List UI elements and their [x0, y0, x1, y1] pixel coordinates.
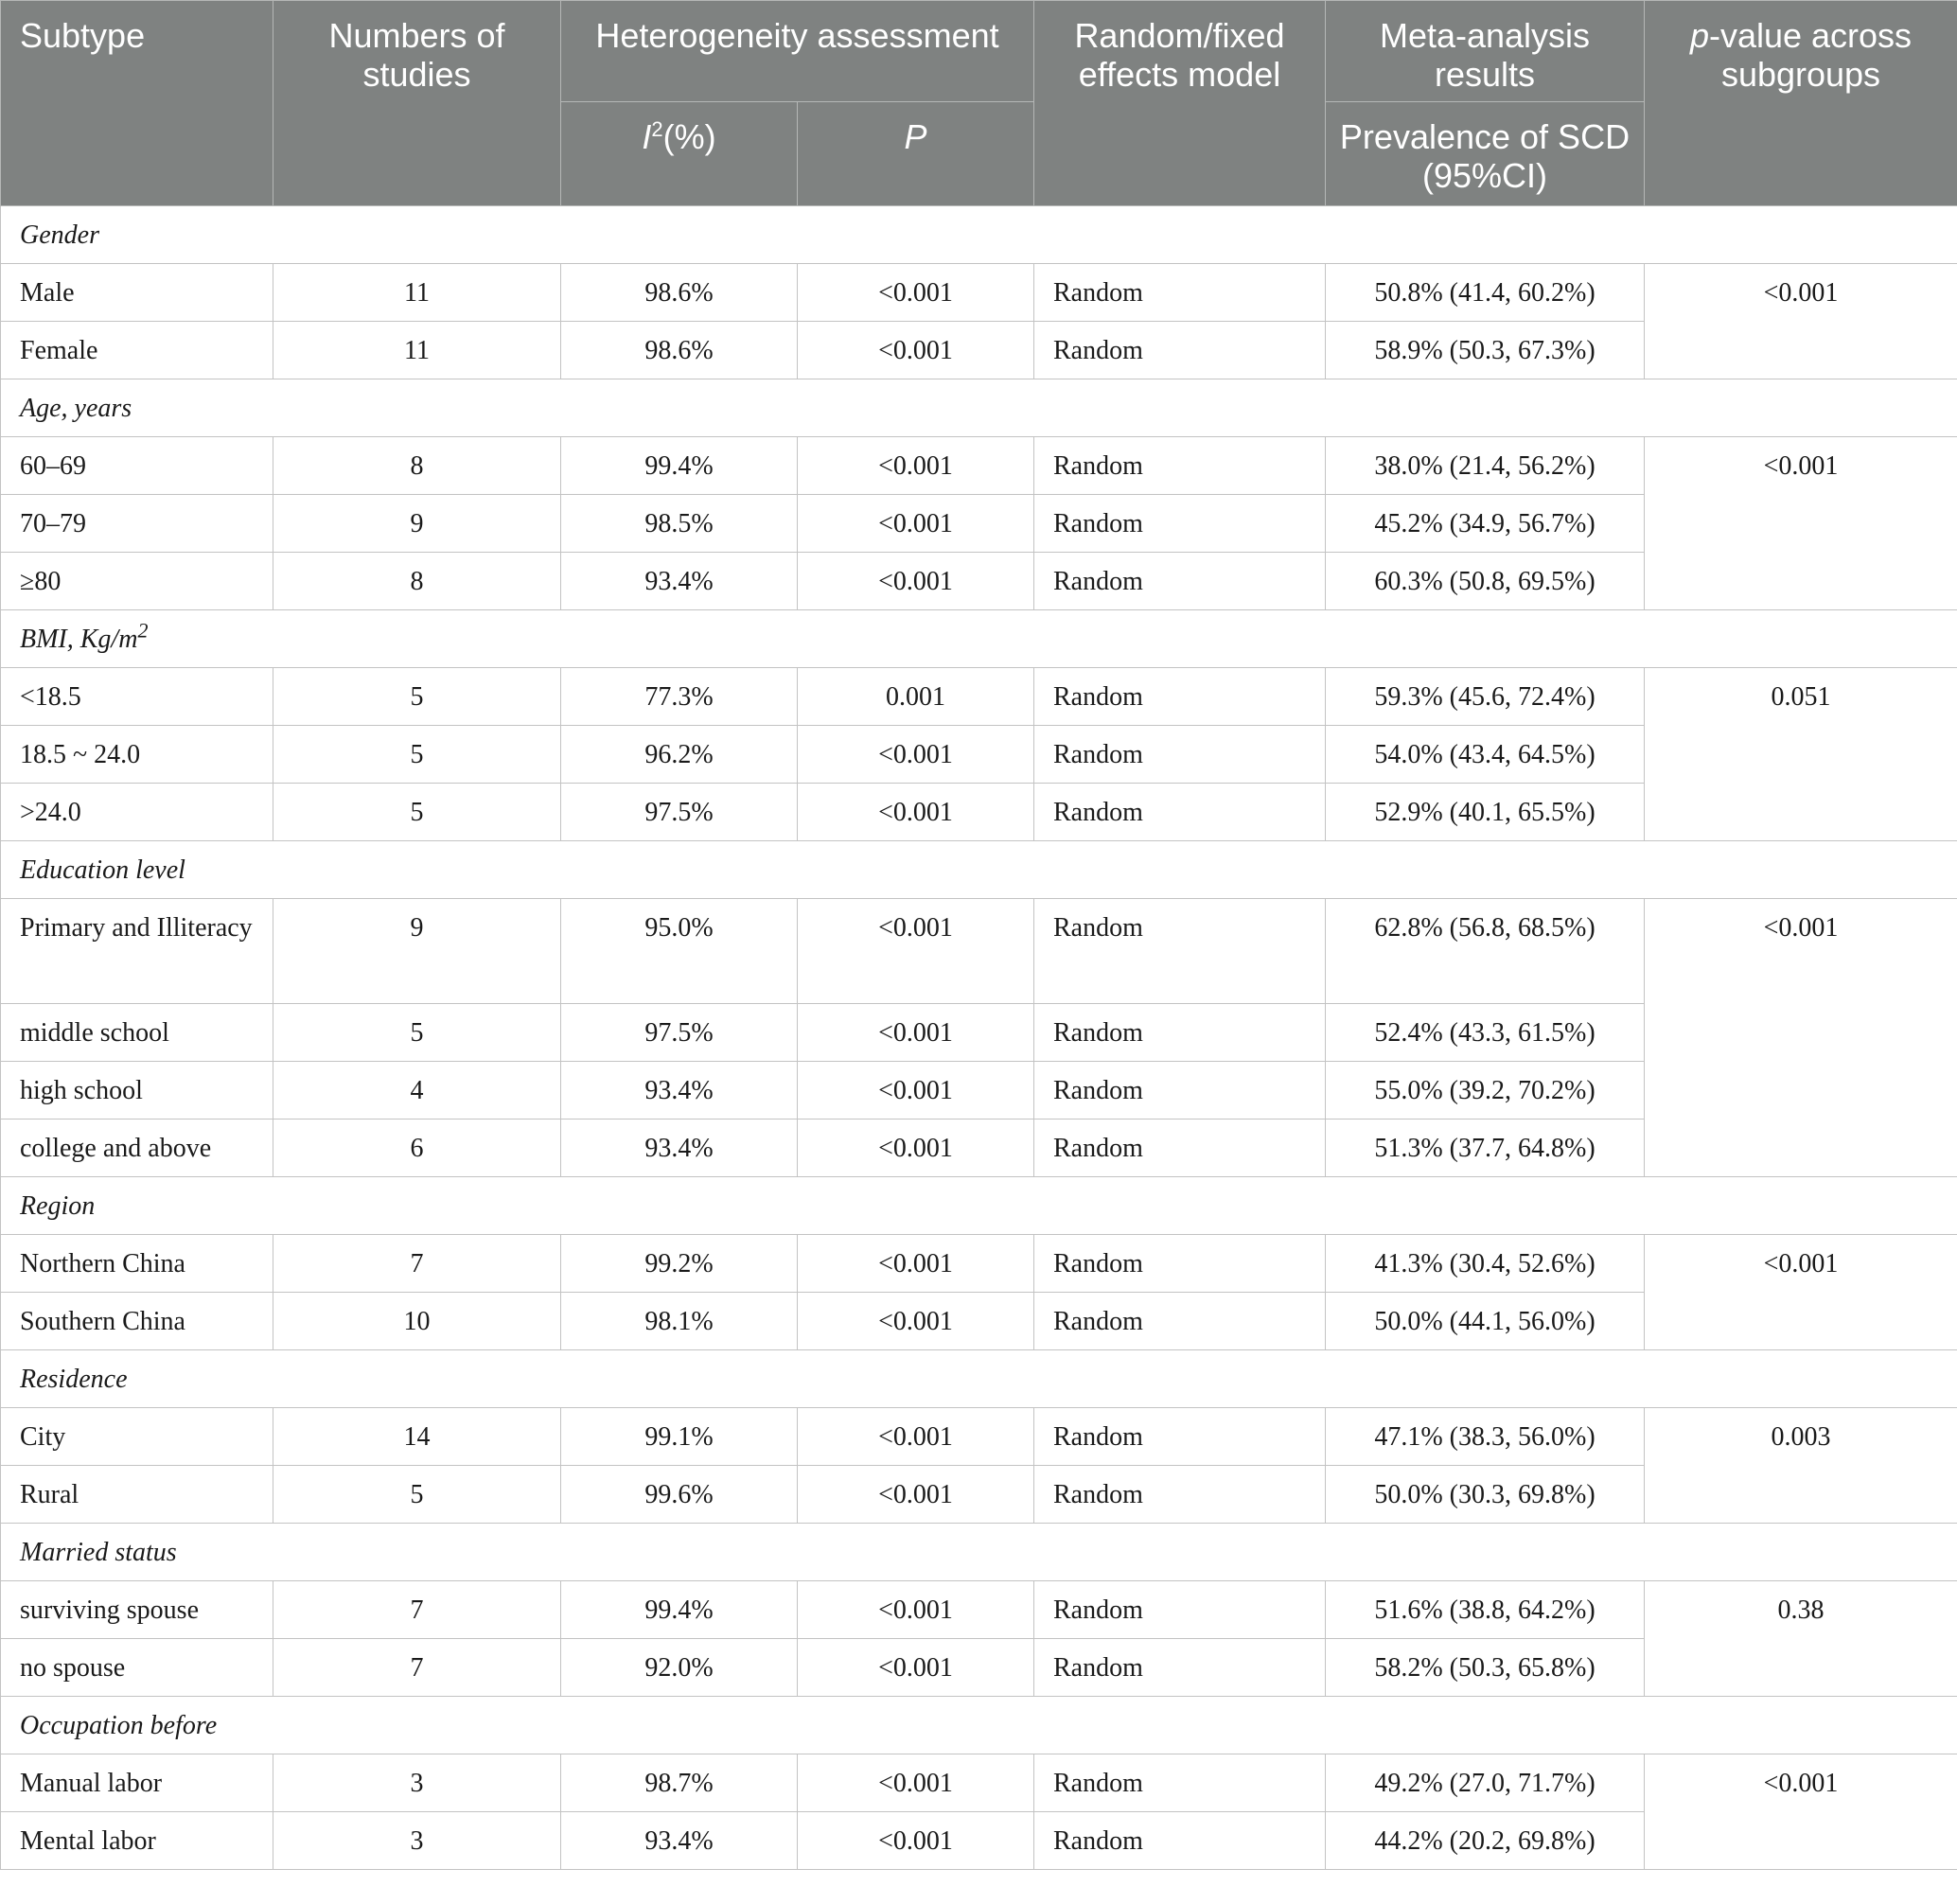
i2-cell: 95.0%	[561, 899, 798, 1004]
header-i2	[561, 102, 798, 206]
category-text: Gender	[20, 220, 99, 250]
i2-cell: 77.3%	[561, 668, 798, 726]
subtype-cell: Manual labor	[1, 1754, 273, 1812]
model-cell: Random	[1034, 1812, 1326, 1870]
category-text: Residence	[20, 1365, 128, 1394]
category-row	[1, 1177, 1957, 1235]
table-row	[1, 668, 1957, 726]
i2-cell: 93.4%	[561, 1119, 798, 1177]
prevalence-cell: 60.3% (50.8, 69.5%)	[1326, 553, 1645, 610]
subgroup-pvalue-cell: 0.051	[1645, 668, 1957, 841]
prevalence-cell: 51.3% (37.7, 64.8%)	[1326, 1119, 1645, 1177]
subtype-cell: surviving spouse	[1, 1581, 273, 1639]
model-cell: Random	[1034, 668, 1326, 726]
p-cell: <0.001	[798, 1408, 1034, 1466]
prevalence-cell: 49.2% (27.0, 71.7%)	[1326, 1754, 1645, 1812]
header-p	[798, 102, 1034, 206]
model-cell: Random	[1034, 726, 1326, 784]
category-row	[1, 610, 1957, 668]
category-label	[1, 1177, 1957, 1235]
header-heterogeneity: Heterogeneity assessment	[561, 1, 1034, 102]
model-cell: Random	[1034, 1581, 1326, 1639]
i2-cell: 96.2%	[561, 726, 798, 784]
prevalence-cell: 47.1% (38.3, 56.0%)	[1326, 1408, 1645, 1466]
studies-cell: 9	[273, 899, 561, 1004]
p-cell: <0.001	[798, 1812, 1034, 1870]
model-cell: Random	[1034, 495, 1326, 553]
category-text: Married status	[20, 1538, 177, 1567]
category-text: BMI, Kg/m	[20, 625, 138, 654]
model-cell: Random	[1034, 899, 1326, 1004]
prevalence-cell: 54.0% (43.4, 64.5%)	[1326, 726, 1645, 784]
model-cell: Random	[1034, 1293, 1326, 1350]
p-cell: <0.001	[798, 553, 1034, 610]
prevalence-cell: 41.3% (30.4, 52.6%)	[1326, 1235, 1645, 1293]
p-cell: <0.001	[798, 1004, 1034, 1062]
i2-cell: 99.4%	[561, 1581, 798, 1639]
studies-cell: 3	[273, 1812, 561, 1870]
studies-cell: 8	[273, 437, 561, 495]
model-cell: Random	[1034, 1754, 1326, 1812]
header-pvalue	[1645, 1, 1957, 206]
p-cell: <0.001	[798, 1581, 1034, 1639]
subtype-cell: no spouse	[1, 1639, 273, 1697]
studies-cell: 14	[273, 1408, 561, 1466]
prevalence-cell: 50.0% (44.1, 56.0%)	[1326, 1293, 1645, 1350]
prevalence-cell: 58.9% (50.3, 67.3%)	[1326, 322, 1645, 379]
p-cell: <0.001	[798, 784, 1034, 841]
category-row	[1, 1697, 1957, 1754]
prevalence-cell: 45.2% (34.9, 56.7%)	[1326, 495, 1645, 553]
p-cell: <0.001	[798, 1466, 1034, 1524]
i2-cell: 98.7%	[561, 1754, 798, 1812]
prevalence-cell: 55.0% (39.2, 70.2%)	[1326, 1062, 1645, 1119]
i2-cell: 97.5%	[561, 1004, 798, 1062]
prevalence-cell: 50.8% (41.4, 60.2%)	[1326, 264, 1645, 322]
i2-cell: 99.6%	[561, 1466, 798, 1524]
model-cell: Random	[1034, 1408, 1326, 1466]
subtype-cell: <18.5	[1, 668, 273, 726]
category-label	[1, 1524, 1957, 1581]
table-row	[1, 437, 1957, 495]
model-cell: Random	[1034, 553, 1326, 610]
subtype-cell: 70–79	[1, 495, 273, 553]
category-text: Occupation before	[20, 1711, 218, 1740]
p-cell: <0.001	[798, 437, 1034, 495]
subtype-cell: Primary and Illiteracy	[1, 899, 273, 1004]
category-row	[1, 206, 1957, 264]
studies-cell: 7	[273, 1639, 561, 1697]
studies-cell: 7	[273, 1235, 561, 1293]
prevalence-cell: 38.0% (21.4, 56.2%)	[1326, 437, 1645, 495]
subgroup-pvalue-cell: <0.001	[1645, 1754, 1957, 1870]
model-cell: Random	[1034, 1235, 1326, 1293]
studies-cell: 4	[273, 1062, 561, 1119]
header-i2-suffix: (%)	[662, 117, 716, 156]
p-cell: <0.001	[798, 322, 1034, 379]
subtype-cell: Male	[1, 264, 273, 322]
subgroup-pvalue-cell: <0.001	[1645, 437, 1957, 610]
table-row	[1, 264, 1957, 322]
studies-cell: 3	[273, 1754, 561, 1812]
prevalence-cell: 59.3% (45.6, 72.4%)	[1326, 668, 1645, 726]
studies-cell: 11	[273, 322, 561, 379]
prevalence-cell: 44.2% (20.2, 69.8%)	[1326, 1812, 1645, 1870]
subtype-cell: college and above	[1, 1119, 273, 1177]
studies-cell: 10	[273, 1293, 561, 1350]
studies-cell: 7	[273, 1581, 561, 1639]
model-cell: Random	[1034, 1062, 1326, 1119]
category-superscript: 2	[137, 618, 149, 643]
i2-cell: 97.5%	[561, 784, 798, 841]
subtype-cell: 60–69	[1, 437, 273, 495]
p-cell: <0.001	[798, 1235, 1034, 1293]
subgroup-pvalue-cell: <0.001	[1645, 264, 1957, 379]
table-row	[1, 1408, 1957, 1466]
i2-cell: 98.6%	[561, 264, 798, 322]
header-subtype: Subtype	[1, 1, 273, 206]
model-cell: Random	[1034, 1004, 1326, 1062]
category-label	[1, 1697, 1957, 1754]
subtype-cell: City	[1, 1408, 273, 1466]
studies-cell: 5	[273, 668, 561, 726]
table-body	[1, 206, 1957, 1870]
studies-cell: 5	[273, 1466, 561, 1524]
studies-cell: 5	[273, 784, 561, 841]
p-cell: <0.001	[798, 1062, 1034, 1119]
category-label	[1, 379, 1957, 437]
model-cell: Random	[1034, 437, 1326, 495]
header-pvalue-italic: p	[1689, 16, 1709, 55]
header-numbers-of-studies: Numbers of studies	[273, 1, 561, 206]
subtype-cell: Rural	[1, 1466, 273, 1524]
p-cell: <0.001	[798, 899, 1034, 1004]
studies-cell: 5	[273, 1004, 561, 1062]
subgroup-pvalue-cell: <0.001	[1645, 1235, 1957, 1350]
subtype-cell: ≥80	[1, 553, 273, 610]
category-label	[1, 841, 1957, 899]
subtype-cell: >24.0	[1, 784, 273, 841]
subgroup-pvalue-cell: 0.003	[1645, 1408, 1957, 1524]
subtype-cell: 18.5 ~ 24.0	[1, 726, 273, 784]
subtype-cell: middle school	[1, 1004, 273, 1062]
category-label	[1, 1350, 1957, 1408]
model-cell: Random	[1034, 1639, 1326, 1697]
p-cell: <0.001	[798, 1754, 1034, 1812]
i2-cell: 98.1%	[561, 1293, 798, 1350]
model-cell: Random	[1034, 784, 1326, 841]
subtype-cell: Female	[1, 322, 273, 379]
category-text: Age, years	[20, 394, 132, 423]
prevalence-cell: 52.4% (43.3, 61.5%)	[1326, 1004, 1645, 1062]
subgroup-pvalue-cell: <0.001	[1645, 899, 1957, 1177]
category-row	[1, 1524, 1957, 1581]
p-cell: <0.001	[798, 264, 1034, 322]
header-model: Random/fixed effects model	[1034, 1, 1326, 206]
category-row	[1, 379, 1957, 437]
table-header	[1, 1, 1957, 206]
model-cell: Random	[1034, 322, 1326, 379]
subtype-cell: high school	[1, 1062, 273, 1119]
subtype-cell: Northern China	[1, 1235, 273, 1293]
table-row	[1, 1235, 1957, 1293]
category-label	[1, 610, 1957, 668]
i2-cell: 99.4%	[561, 437, 798, 495]
table-row	[1, 1754, 1957, 1812]
i2-cell: 99.1%	[561, 1408, 798, 1466]
p-cell: <0.001	[798, 1293, 1034, 1350]
prevalence-cell: 62.8% (56.8, 68.5%)	[1326, 899, 1645, 1004]
p-cell: 0.001	[798, 668, 1034, 726]
studies-cell: 11	[273, 264, 561, 322]
i2-cell: 99.2%	[561, 1235, 798, 1293]
studies-cell: 9	[273, 495, 561, 553]
p-cell: <0.001	[798, 726, 1034, 784]
category-label	[1, 206, 1957, 264]
studies-cell: 8	[273, 553, 561, 610]
i2-cell: 93.4%	[561, 553, 798, 610]
header-i2-sup: 2	[651, 117, 663, 141]
header-prevalence: Prevalence of SCD (95%CI)	[1326, 102, 1645, 206]
p-cell: <0.001	[798, 1639, 1034, 1697]
header-i2-letter: I	[642, 117, 652, 156]
i2-cell: 98.5%	[561, 495, 798, 553]
prevalence-cell: 50.0% (30.3, 69.8%)	[1326, 1466, 1645, 1524]
subtype-cell: Mental labor	[1, 1812, 273, 1870]
category-text: Education level	[20, 855, 185, 885]
table-row	[1, 1581, 1957, 1639]
model-cell: Random	[1034, 264, 1326, 322]
header-pvalue-rest: -value across subgroups	[1708, 16, 1913, 94]
header-meta-results: Meta-analysis results	[1326, 1, 1645, 102]
header-p-letter: P	[904, 117, 927, 156]
model-cell: Random	[1034, 1119, 1326, 1177]
i2-cell: 92.0%	[561, 1639, 798, 1697]
category-row	[1, 1350, 1957, 1408]
subtype-cell: Southern China	[1, 1293, 273, 1350]
i2-cell: 93.4%	[561, 1062, 798, 1119]
category-text: Region	[20, 1191, 96, 1221]
model-cell: Random	[1034, 1466, 1326, 1524]
table-row	[1, 899, 1957, 1004]
studies-cell: 6	[273, 1119, 561, 1177]
prevalence-cell: 52.9% (40.1, 65.5%)	[1326, 784, 1645, 841]
i2-cell: 98.6%	[561, 322, 798, 379]
studies-cell: 5	[273, 726, 561, 784]
p-cell: <0.001	[798, 495, 1034, 553]
prevalence-cell: 51.6% (38.8, 64.2%)	[1326, 1581, 1645, 1639]
p-cell: <0.001	[798, 1119, 1034, 1177]
prevalence-cell: 58.2% (50.3, 65.8%)	[1326, 1639, 1645, 1697]
category-row	[1, 841, 1957, 899]
i2-cell: 93.4%	[561, 1812, 798, 1870]
subgroup-pvalue-cell: 0.38	[1645, 1581, 1957, 1697]
